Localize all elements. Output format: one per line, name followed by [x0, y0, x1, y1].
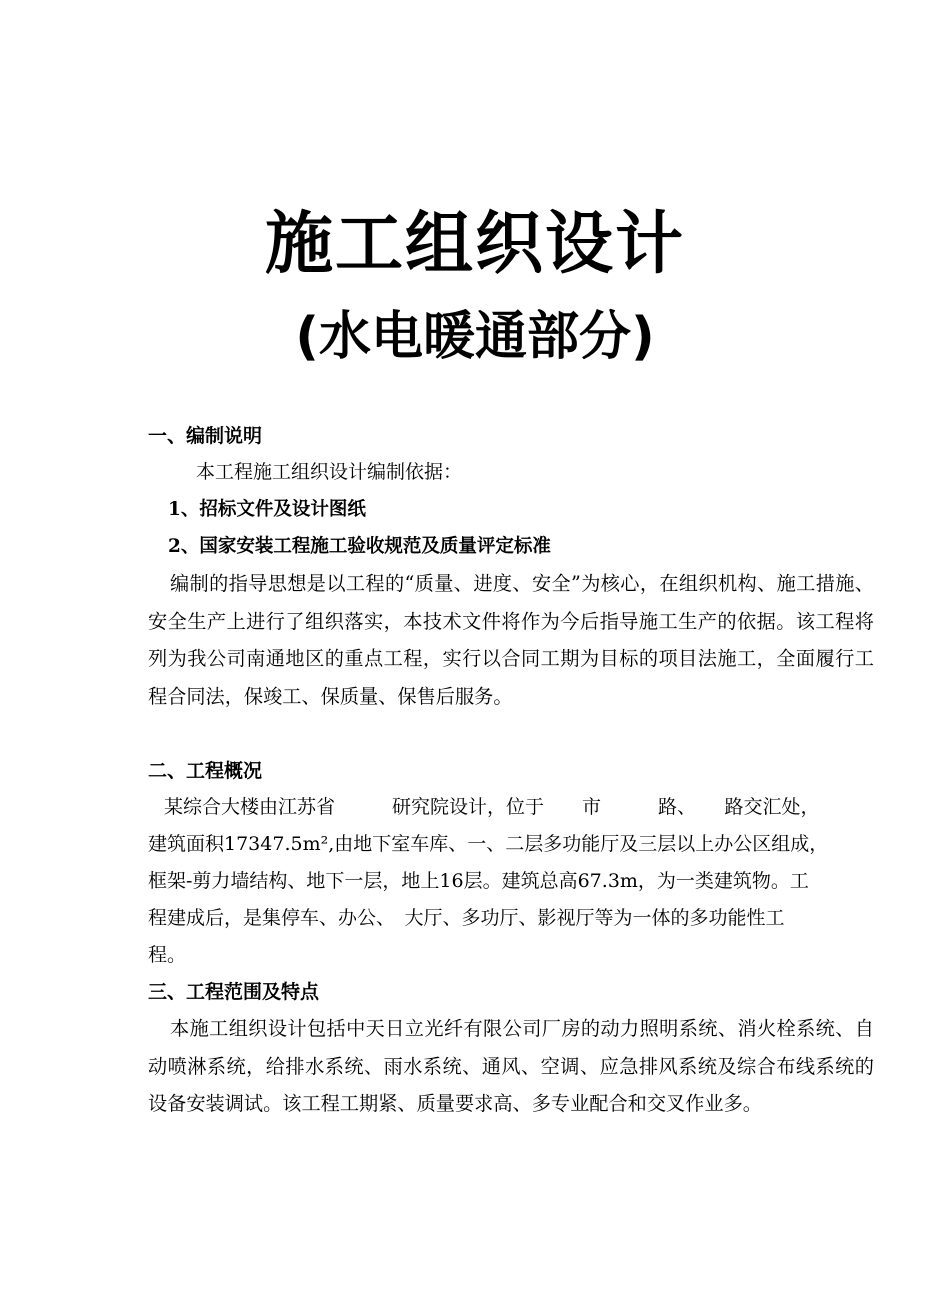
section2-line-3: 框架-剪力墙结构、地下一层，地上16层。建筑总高67.3m，为一类建筑物。工	[148, 870, 809, 892]
section1-intro: 本工程施工组织设计编制依据：	[196, 461, 463, 483]
section1-heading: 一、编制说明	[148, 425, 263, 447]
section2-line-5: 程。	[148, 944, 187, 966]
document-body	[148, 418, 874, 1123]
section2-line-2: 建筑面积17347.5m²,由地下室车库、一、二层多功能厅及三层以上办公区组成，	[148, 833, 829, 855]
section1-paragraph: 编制的指导思想是以工程的“质量、进度、安全”为核心，在组织机构、施工措施、安全生产上进行了组织落实，本技术文件将作为今后指导施工生产的依据。该工程将列为我公司南通地区的重点工程，实行以合同工期为目标的项目法施工，全面履行工程合同法，保竣工、保质量、保售后服务。	[148, 572, 874, 708]
section1-item-2: 2、国家安装工程施工验收规范及质量评定标准	[168, 536, 551, 557]
document-title: 施工组织设计	[264, 205, 685, 284]
document-subtitle: (水电暖通部分)	[295, 307, 655, 367]
section2-line-4: 程建成后，是集停车、办公、 大厅、多功厅、影视厅等为一体的多功能性工	[148, 907, 785, 929]
section2-heading: 二、工程概况	[148, 760, 263, 782]
section1-item-1: 1、招标文件及设计图纸	[168, 499, 366, 520]
section2-line-1: 某综合大楼由江苏省 研究院设计，位于 市 路、 路交汇处，	[164, 796, 820, 818]
section-spacer	[148, 715, 874, 753]
section3-heading: 三、工程范围及特点	[148, 981, 320, 1003]
section3-paragraph: 本施工组织设计包括中天日立光纤有限公司厂房的动力照明系统、消火栓系统、自动喷淋系统，给排水系统、雨水系统、通风、空调、应急排风系统及综合布线系统的设备安装调试。该工程工期紧、质量要求高、多专业配合和交叉作业多。	[148, 1017, 874, 1115]
